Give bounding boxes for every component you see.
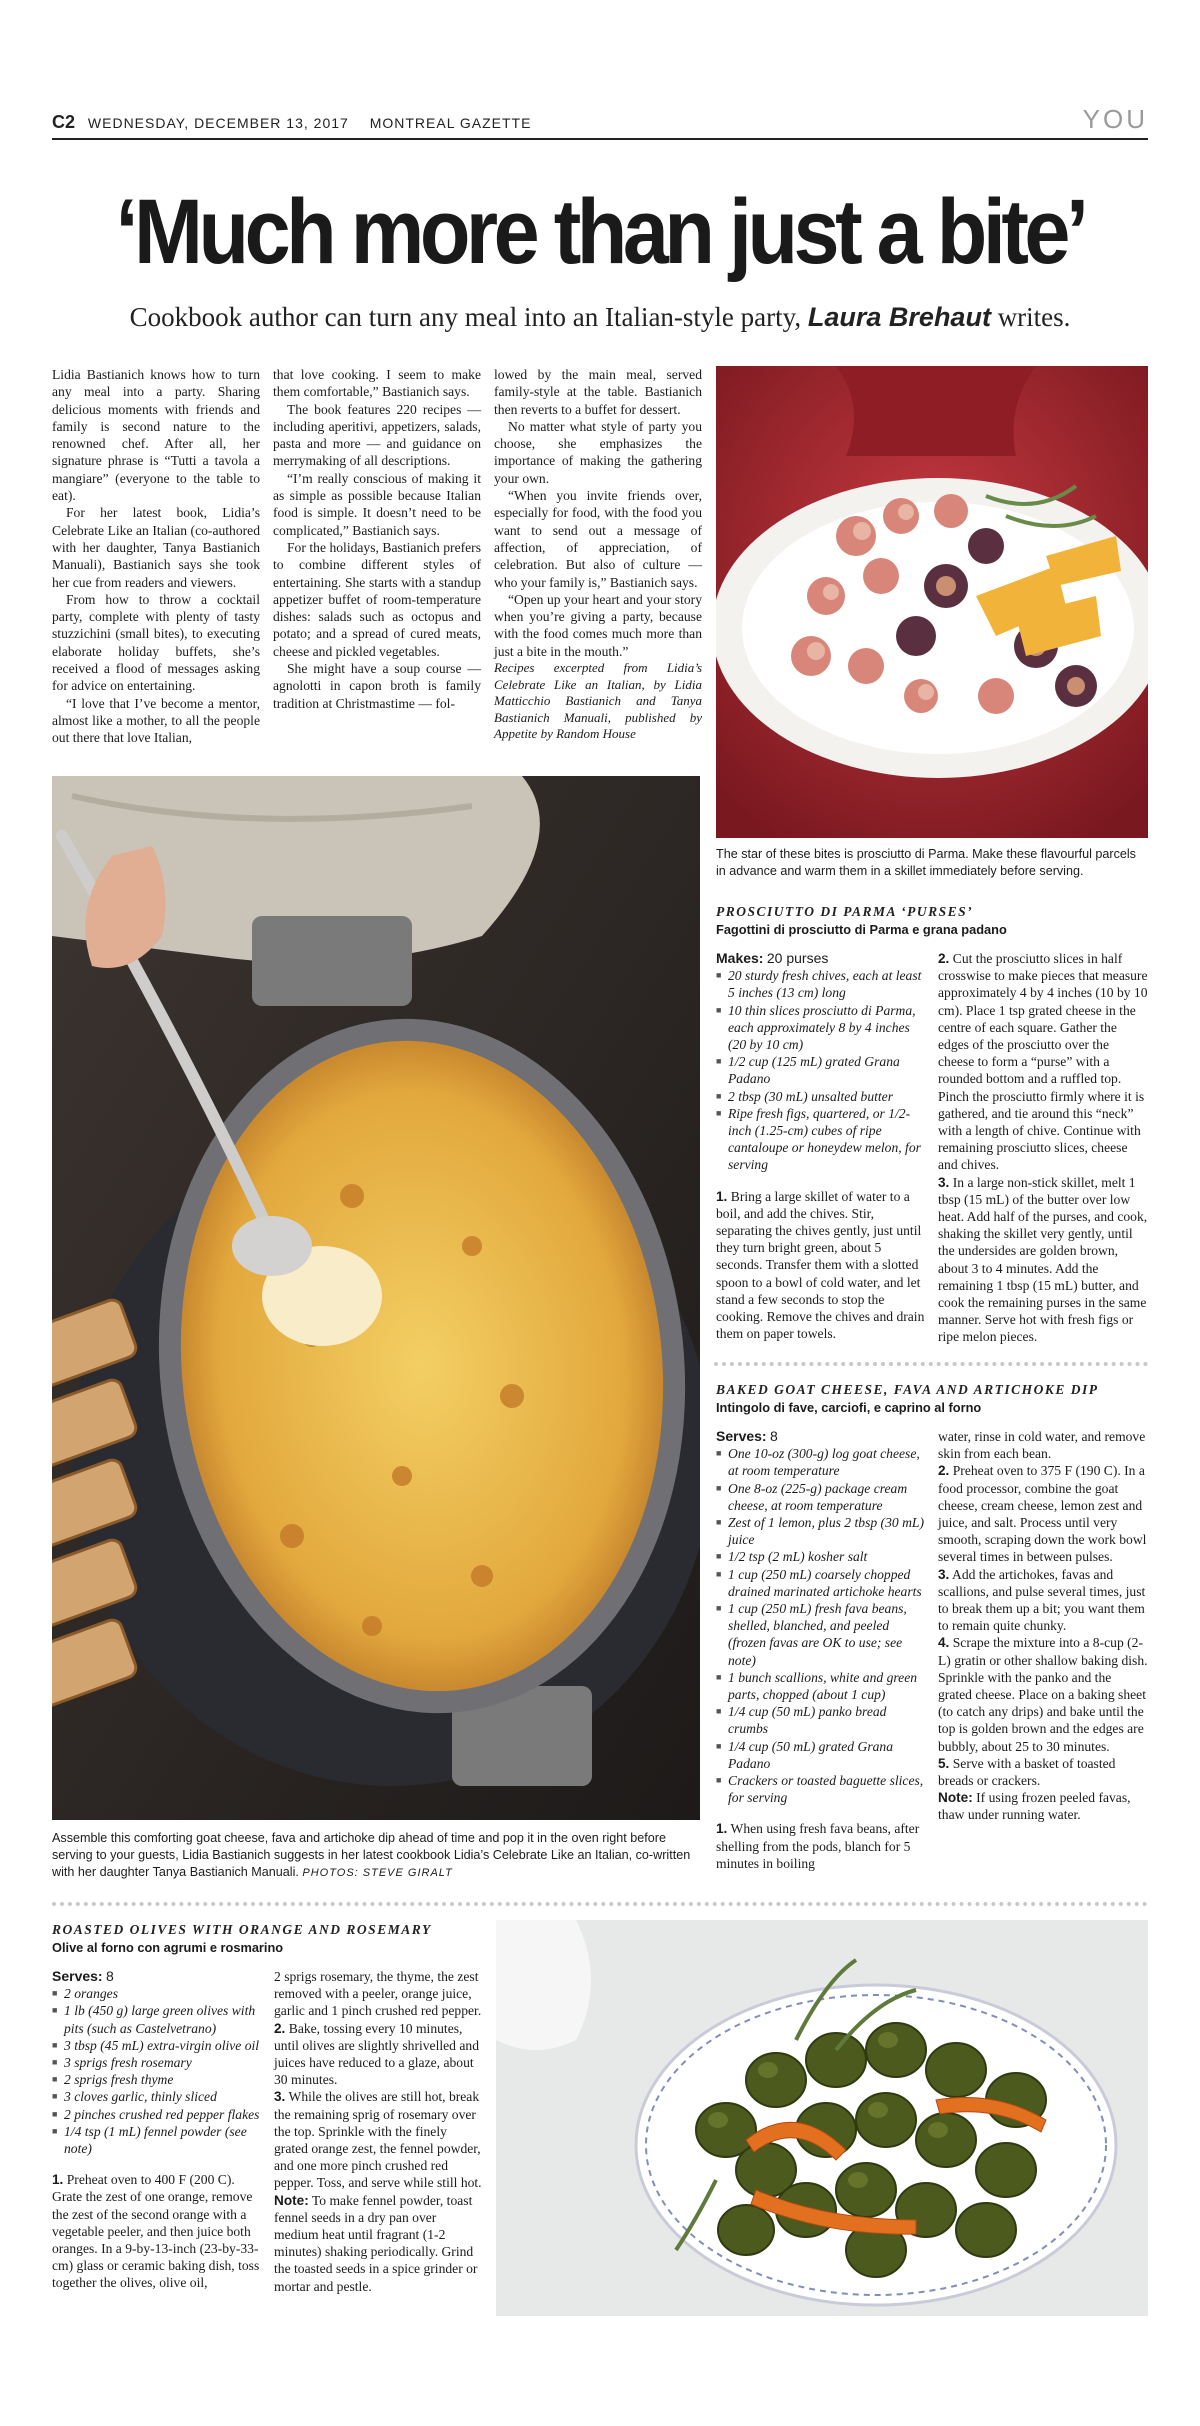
step-text: Cut the prosciutto slices in half crosswise to make pieces that measure approximately 4 by 4 inches (10 by 10 cm). Place 1 tsp grated cheese in the centre of each square. Gather the edges of the prosciutto over the cheese to form a “purse” with a rounded bottom and a ruffled top. Pinch the prosciutto firmly where it is gathered, and tie around this “neck” with a length of chive. Continue with remaining prosciutto slices, cheese and chives. (938, 951, 1148, 1173)
article-paragraph: She might have a soup course — agnolotti in capon broth is family tradition at Christmastime — fol- (273, 661, 481, 711)
photo-credit: PHOTOS: STEVE GIRALT (302, 1867, 453, 1879)
method-step (938, 1566, 1148, 1635)
recipe2-column-2 (938, 1428, 1148, 1824)
ingredient-item: ■ 3 sprigs fresh rosemary (52, 2054, 260, 2071)
article-paragraph: “I’m really conscious of making it as simple as possible because Italian food is simple. It doesn’t need to be complicated,” Bastianich says. (273, 470, 481, 538)
ingredient-item: ■ 2 tbsp (30 mL) unsalted butter (716, 1088, 926, 1105)
dip-photo (52, 776, 700, 1820)
article-paragraph: For her latest book, Lidia’s Celebrate Like an Italian (co-authored with her daughter, Tanya Bastianich Manuali), Bastianich says she took her cue from readers and viewers. (52, 505, 260, 590)
step-text: Add the artichokes, favas and scallions, and pulse several times, just to break them up a bit; you want them to remain quite chunky. (938, 1566, 1146, 1634)
olives-photo (496, 1920, 1148, 2316)
dip-caption-text: Assemble this comforting goat cheese, fava and artichoke dip ahead of time and pop it in the oven right before serving to your guests, Lidia Bastianich suggests in her latest cookbook Lidia’s Celebrate Like an Italian, co-written with her daughter Tanya Bastianich Manuali. (52, 1831, 691, 1879)
header-rule (52, 138, 1148, 140)
ingredient-item: ■ 1 lb (450 g) large green olives with pits (such as Castelvetrano) (52, 2002, 260, 2036)
folio-line (52, 112, 531, 133)
note-text: To make fennel powder, toast fennel seeds in a dry pan over medium heat until fragrant (1-2 minutes) shaking periodically. Grind the toasted seeds in a spice grinder or mortar and pestle. (274, 2192, 478, 2294)
article-paragraph: For the holidays, Bastianich prefers to combine different styles of entertaining. She starts with a standup appetizer buffet of room-temperature dishes: salads such as octopus and potato; and a spread of cured meats, cheese and pickled vegetables. (273, 539, 481, 659)
deck-text-end: writes. (990, 302, 1071, 332)
step-number: 5. (938, 1755, 950, 1771)
dip-photo-caption (52, 1830, 700, 1882)
step-text: Scrape the mixture into a 8-cup (2-L) gratin or other shallow baking dish. Sprinkle with the panko and the grated cheese. Place on a baking sheet (to catch any drips) and bake until the top is golden brown and the edges are bubbly, about 25 to 30 minutes. (938, 1635, 1148, 1754)
ingredient-item: ■ Ripe fresh figs, quartered, or 1/2-inch (1.25-cm) cubes of ripe cantaloupe or honeydew melon, for serving (716, 1105, 926, 1174)
method-step (274, 2088, 482, 2191)
method-step (938, 1634, 1148, 1754)
method-step-continued: water, rinse in cold water, and remove skin from each bean. (938, 1429, 1146, 1462)
recipe-credit: Recipes excerpted from Lidia’s Celebrate Like an Italian, by Lidia Matticchio Bastianich and Tanya Bastianich Manuali, published by Appetite by Random House (494, 660, 702, 742)
ingredient-list (716, 1445, 926, 1806)
step-text: Bake, tossing every 10 minutes, until olives are slightly shrivelled and juices have reduced to a glaze, about 30 minutes. (274, 2020, 480, 2088)
yield-label: Makes: (716, 950, 764, 966)
prosciutto-photo-caption: The star of these bites is prosciutto di Parma. Make these flavourful parcels in advance and warm them in a skillet immediately before serving. (716, 847, 1136, 878)
ingredient-item: ■ 2 sprigs fresh thyme (52, 2071, 260, 2088)
recipe3-column-2 (274, 1968, 482, 2295)
dip-skillet-illustration (52, 776, 700, 1820)
step-text: In a large non-stick skillet, melt 1 tbsp (15 mL) of the butter over low heat. Add half of the purses, and cook, shaking the skillet very gently, until the undersides are golden brown, about 3 to 4 minutes. Add the remaining 1 tbsp (15 mL) butter, and cook the remaining purses in the same manner. Serve hot with fresh figs or ripe melon pieces. (938, 1174, 1148, 1345)
article-column-1 (52, 366, 260, 747)
ingredient-list (52, 1985, 260, 2157)
deck-text: Cookbook author can turn any meal into an Italian-style party, (129, 302, 808, 332)
article-paragraph: Lidia Bastianich knows how to turn any meal into a party. Sharing delicious moments with friends and family is second nature to the renowned chef. After all, her signature phrase is “Tutti a tavola a mangiare” (everyone to the table to eat). (52, 367, 260, 504)
ingredient-item: ■ 1/4 cup (50 mL) grated Grana Padano (716, 1738, 926, 1772)
step-number: 2. (274, 2020, 286, 2036)
headline: ‘Much more than just a bite’ (115, 181, 1085, 283)
byline: Laura Brehaut (807, 302, 991, 332)
recipe3-column-1 (52, 1968, 260, 2292)
ingredient-item: ■ 3 tbsp (45 mL) extra-virgin olive oil (52, 2037, 260, 2054)
article-column-2 (273, 366, 481, 712)
step-number: 3. (274, 2089, 286, 2105)
method-step (716, 1188, 926, 1343)
ingredient-item: ■ 2 pinches crushed red pepper flakes (52, 2106, 260, 2123)
method-step (938, 1755, 1148, 1789)
yield-value: 8 (770, 1428, 778, 1444)
prosciutto-photo (716, 366, 1148, 838)
method-step (938, 1174, 1148, 1346)
article-paragraph: that love cooking. I seem to make them comfortable,” Bastianich says. (273, 367, 481, 400)
ingredient-item: ■ 1/4 cup (50 mL) panko bread crumbs (716, 1703, 926, 1737)
step-text: Serve with a basket of toasted breads or crackers. (938, 1755, 1116, 1789)
ingredient-item: ■ One 10-oz (300-g) log goat cheese, at room temperature (716, 1445, 926, 1479)
article-paragraph: No matter what style of party you choose, she emphasizes the importance of making the gathering your own. (494, 418, 702, 486)
recipe1-title: PROSCIUTTO DI PARMA ‘PURSES’ (716, 904, 974, 919)
article-paragraph: “Open up your heart and your story when you’re giving a party, because with the food comes much more than just a bite in the mouth.” (494, 591, 702, 659)
ingredient-item: ■ One 8-oz (225-g) package cream cheese, at room temperature (716, 1480, 926, 1514)
yield-value: 20 purses (766, 950, 829, 966)
recipe-note (274, 2192, 482, 2295)
prosciutto-platter-illustration (716, 366, 1148, 838)
method-step (938, 1462, 1148, 1565)
page-number: C2 (52, 112, 76, 132)
section-divider (52, 1902, 1148, 1906)
method-step (938, 950, 1148, 1174)
step-number: 2. (938, 951, 950, 966)
ingredient-item: ■ Crackers or toasted baguette slices, for serving (716, 1772, 926, 1806)
article-paragraph: From how to throw a cocktail party, complete with plenty of tasty stuzzichini (small bites), to executing elaborate holiday buffets, she’s received a flood of messages asking for advice on entertaining. (52, 591, 260, 694)
step-number: 3. (938, 1174, 950, 1190)
recipe1-column-1 (716, 950, 926, 1342)
article-paragraph: “When you invite friends over, especially for food, with the food you want to send out a message of affection, of appreciation, of celebration. But also of culture — who your family is,” Bastianich says. (494, 488, 702, 590)
yield-label: Serves: (52, 1968, 103, 1984)
recipe3-subtitle: Olive al forno con agrumi e rosmarino (52, 1940, 284, 1955)
step-number: 1. (716, 1188, 728, 1204)
yield-value: 8 (106, 1968, 114, 1984)
method-step (52, 2171, 260, 2291)
recipe-divider (714, 1362, 1148, 1366)
recipe1-subtitle: Fagottini di prosciutto di Parma e grana padano (716, 922, 1007, 937)
recipe1-column-2 (938, 950, 1148, 1346)
recipe3-title: ROASTED OLIVES WITH ORANGE AND ROSEMARY (52, 1922, 432, 1937)
section-tag: YOU (1082, 104, 1148, 134)
recipe-note (938, 1789, 1148, 1823)
step-number: 4. (938, 1635, 950, 1651)
step-number: 2. (938, 1463, 950, 1479)
recipe2-column-1 (716, 1428, 926, 1872)
newspaper-name: MONTREAL GAZETTE (369, 115, 532, 131)
ingredient-list (716, 967, 926, 1173)
deck (0, 302, 1200, 333)
step-text: When using fresh fava beans, after shelling from the pods, blanch for 5 minutes in boiling (716, 1821, 920, 1871)
ingredient-item: ■ 1/2 cup (125 mL) grated Grana Padano (716, 1053, 926, 1087)
ingredient-item: ■ Zest of 1 lemon, plus 2 tbsp (30 mL) juice (716, 1514, 926, 1548)
step-text: Preheat oven to 400 F (200 C). Grate the zest of one orange, remove the zest of the second orange with a vegetable peeler, and then juice both oranges. In a 9-by-13-inch (23-by-33-cm) glass or ceramic baking dish, toss together the olives, olive oil, (52, 2172, 260, 2291)
article-paragraph: The book features 220 recipes — including aperitivi, appetizers, salads, pasta and more — and guidance on merrymaking of all descriptions. (273, 401, 481, 469)
method-step-continued: 2 sprigs rosemary, the thyme, the zest removed with a peeler, orange juice, garlic and 1 pinch crushed red pepper. (274, 1969, 482, 2019)
step-number: 1. (716, 1821, 728, 1837)
step-number: 1. (52, 2172, 64, 2188)
ingredient-item: ■ 3 cloves garlic, thinly sliced (52, 2088, 260, 2105)
step-text: While the olives are still hot, break the remaining sprig of rosemary over the top. Sprinkle with the finely grated orange zest, the fennel powder, and one more pinch crushed red pepper. Toss, and serve while still hot. (274, 2089, 482, 2191)
ingredient-item: ■ 1 cup (250 mL) coarsely chopped drained marinated artichoke hearts (716, 1566, 926, 1600)
recipe2-subtitle: Intingolo di fave, carciofi, e caprino al forno (716, 1400, 982, 1415)
step-text: Preheat oven to 375 F (190 C). In a food processor, combine the goat cheese, cream cheese, lemon zest and juice, and salt. Process until very smooth, scraping down the work bowl several times in between pulses. (938, 1463, 1147, 1565)
ingredient-item: ■ 1 cup (250 mL) fresh fava beans, shelled, blanched, and peeled (frozen favas are OK to use; see note) (716, 1600, 926, 1669)
method-step (274, 2020, 482, 2089)
step-text: Bring a large skillet of water to a boil, and add the chives. Stir, separating the chives gently, just until they turn bright green, about 5 seconds. Transfer them with a slotted spoon to a bowl of cold water, and let stand a few seconds to stop the cooking. Remove the chives and drain them on paper towels. (716, 1188, 925, 1342)
article-paragraph: lowed by the main meal, served family-style at the table. Bastianich then reverts to a buffet for dessert. (494, 367, 702, 417)
step-number: 3. (938, 1566, 950, 1582)
method-step (716, 1820, 926, 1872)
ingredient-item: ■ 10 thin slices prosciutto di Parma, each approximately 8 by 4 inches (20 by 10 cm) (716, 1002, 926, 1054)
note-label: Note: (274, 2192, 309, 2208)
article-paragraph: “I love that I’ve become a mentor, almost like a mother, to all the people out there that love Italian, (52, 695, 260, 746)
ingredient-item: ■ 1/4 tsp (1 mL) fennel powder (see note) (52, 2123, 260, 2157)
note-label: Note: (938, 1790, 973, 1806)
ingredient-item: ■ 2 oranges (52, 1985, 260, 2002)
note-text: If using frozen peeled favas, thaw under running water. (938, 1790, 1131, 1823)
olives-bowl-illustration (496, 1920, 1148, 2316)
ingredient-item: ■ 1/2 tsp (2 mL) kosher salt (716, 1548, 926, 1565)
ingredient-item: ■ 1 bunch scallions, white and green parts, chopped (about 1 cup) (716, 1669, 926, 1703)
article-column-3 (494, 366, 702, 743)
dateline: WEDNESDAY, DECEMBER 13, 2017 (87, 115, 349, 131)
recipe2-title: BAKED GOAT CHEESE, FAVA AND ARTICHOKE DIP (716, 1382, 1099, 1397)
ingredient-item: ■ 20 sturdy fresh chives, each at least 5 inches (13 cm) long (716, 967, 926, 1001)
yield-label: Serves: (716, 1428, 767, 1444)
